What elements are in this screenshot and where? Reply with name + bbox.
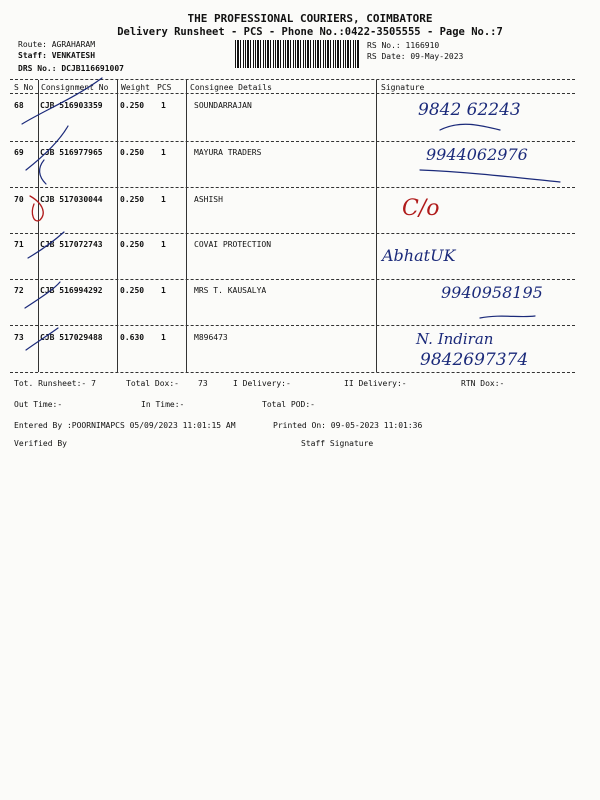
row-consignee: COVAI PROTECTION [194, 240, 272, 249]
column-header-consignee: Consignee Details [190, 83, 272, 92]
row-sno: 70 [14, 195, 24, 204]
total-dox-value: 73 [198, 379, 208, 388]
row-weight: 0.630 [120, 333, 145, 342]
column-header-pcs: PCS [157, 83, 172, 92]
tick-mark [40, 160, 46, 184]
handwritten-signature: 9944062976 [426, 145, 528, 164]
row-weight: 0.250 [120, 148, 145, 157]
out-time: Out Time:- [14, 400, 63, 409]
in-time: In Time:- [141, 400, 185, 409]
row-consignee: M896473 [194, 333, 228, 342]
company-title: THE PROFESSIONAL COURIERS, COIMBATORE [187, 12, 433, 25]
handwritten-signature: 9940958195 [441, 283, 543, 302]
row-consignee: MAYURA TRADERS [194, 148, 262, 157]
drs-number: DRS No.: DCJB116691007 [18, 64, 124, 73]
total-dox-label: Total Dox:- [126, 379, 179, 388]
total-pod: Total POD:- [262, 400, 315, 409]
rtn-dox: RTN Dox:- [461, 379, 505, 388]
row-consignment: CJB 517029488 [40, 333, 103, 342]
row-pcs: 1 [161, 148, 166, 157]
column-header-signature: Signature [381, 83, 425, 92]
row-pcs: 1 [161, 195, 166, 204]
handwritten-signature: N. Indiran [416, 330, 494, 348]
column-header-sno: S No [14, 83, 34, 92]
row-sno: 73 [14, 333, 24, 342]
signature-underline [420, 170, 560, 182]
row-consignment: CJB 516994292 [40, 286, 103, 295]
staff-signature-label: Staff Signature [301, 439, 374, 448]
row-sno: 72 [14, 286, 24, 295]
row-pcs: 1 [161, 240, 166, 249]
row-sno: 68 [14, 101, 24, 110]
red-circle-mark [30, 196, 43, 221]
entered-by: Entered By :POORNIMAPCS 05/09/2023 11:01:15 AM [14, 421, 236, 430]
tick-mark [26, 126, 68, 170]
row-pcs: 1 [161, 286, 166, 295]
row-consignee: ASHISH [194, 195, 223, 204]
staff-label: Staff: VENKATESH [18, 51, 96, 60]
row-consignment: CJB 517030044 [40, 195, 103, 204]
tick-mark [22, 78, 102, 124]
row-sno: 69 [14, 148, 24, 157]
route-label: Route: AGRAHARAM [18, 40, 96, 49]
row-weight: 0.250 [120, 101, 145, 110]
tick-mark [26, 328, 58, 350]
handwritten-signature: AbhatUK [382, 246, 456, 265]
row-sno: 71 [14, 240, 24, 249]
tick-mark [28, 232, 64, 258]
signature-underline [440, 124, 500, 130]
column-header-weight: Weight [121, 83, 150, 92]
row-weight: 0.250 [120, 240, 145, 249]
rs-date: RS Date: 09-May-2023 [367, 52, 464, 61]
printed-on: Printed On: 09-05-2023 11:01:36 [273, 421, 423, 430]
ii-delivery: II Delivery:- [344, 379, 407, 388]
row-consignment: CJB 516977965 [40, 148, 103, 157]
i-delivery: I Delivery:- [233, 379, 291, 388]
row-consignment: CJB 517072743 [40, 240, 103, 249]
row-pcs: 1 [161, 101, 166, 110]
handwritten-signature: 9842 62243 [418, 100, 521, 120]
handwritten-phone: 9842697374 [420, 350, 529, 370]
row-consignee: MRS T. KAUSALYA [194, 286, 267, 295]
handwritten-signature: C/o [402, 196, 440, 221]
row-weight: 0.250 [120, 286, 145, 295]
tick-mark [25, 282, 60, 308]
row-consignee: SOUNDARRAJAN [194, 101, 252, 110]
total-runsheet: Tot. Runsheet:- 7 [14, 379, 96, 388]
runsheet-subtitle: Delivery Runsheet - PCS - Phone No.:0422-3505555 - Page No.:7 [117, 26, 503, 38]
row-weight: 0.250 [120, 195, 145, 204]
signature-underline [480, 316, 535, 318]
verified-by: Verified By [14, 439, 67, 448]
column-header-consignment: Consignment No [41, 83, 109, 92]
rs-number: RS No.: 1166910 [367, 41, 440, 50]
row-consignment: CJB 516903359 [40, 101, 103, 110]
row-pcs: 1 [161, 333, 166, 342]
